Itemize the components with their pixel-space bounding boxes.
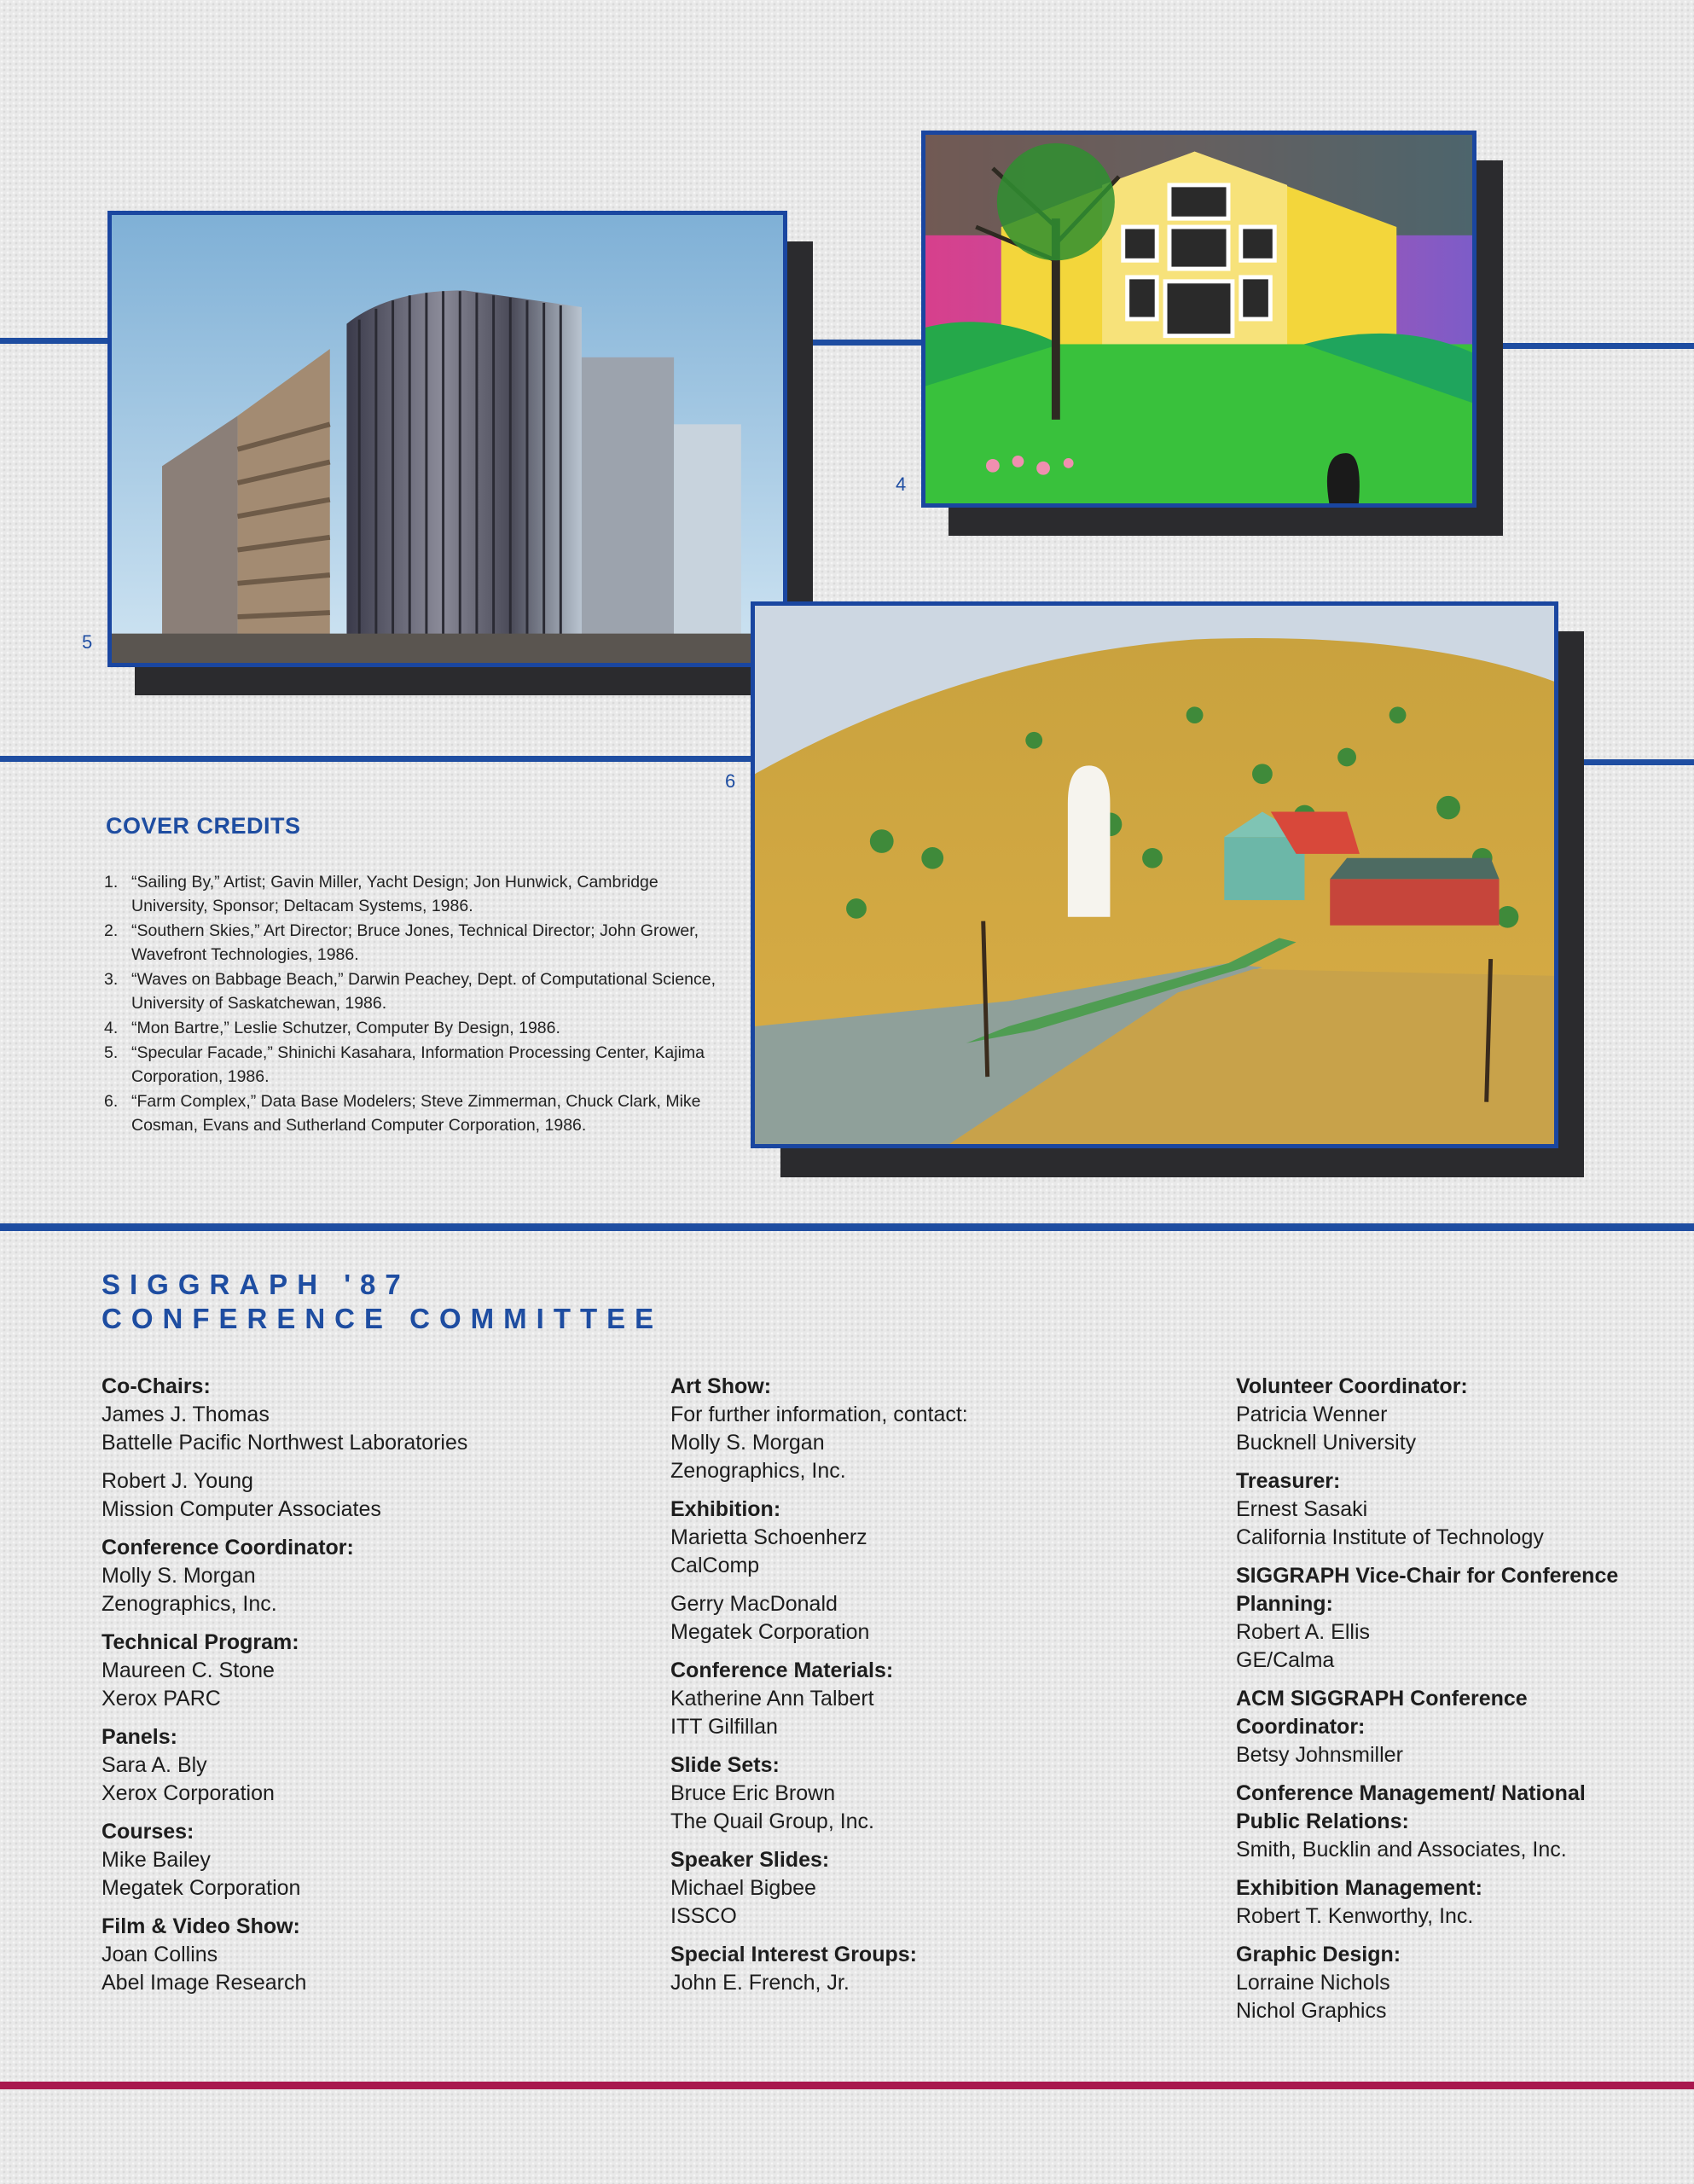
committee-member-line: Xerox PARC (102, 1687, 221, 1711)
committee-member-line: Marietta Schoenherz (670, 1525, 867, 1549)
committee-entry (1236, 1780, 1645, 1864)
committee-entry (670, 1941, 1199, 1997)
committee-member-line: Nichol Graphics (1236, 1999, 1387, 2023)
committee-entry (670, 1373, 1199, 1485)
figure-5-specular-facade-image (107, 211, 787, 667)
committee-heading-line1: SIGGRAPH '87 (102, 1269, 410, 1300)
committee-member-line: Ernest Sasaki (1236, 1497, 1368, 1521)
committee-heading (102, 1268, 663, 1336)
committee-role: Treasurer: (1236, 1469, 1341, 1493)
building-illustration (112, 215, 783, 663)
committee-member-line: GE/Calma (1236, 1648, 1335, 1672)
committee-member-line: Zenographics, Inc. (670, 1459, 846, 1483)
bottom-red-rule (0, 2082, 1694, 2089)
top-blue-rule-right (1474, 343, 1694, 349)
committee-member-line: Zenographics, Inc. (102, 1592, 277, 1616)
committee-role: Exhibition: (670, 1497, 781, 1521)
committee-role: SIGGRAPH Vice-Chair for Conference Planning: (1236, 1564, 1619, 1616)
credit-item: 6. “Farm Complex,” Data Base Modelers; Steve Zimmerman, Chuck Clark, Mike Cosman, Evans and Sutherland Computer Corporation, 1986. (104, 1092, 701, 1135)
cover-credits-list (104, 870, 718, 1138)
committee-member-line: Michael Bigbee (670, 1876, 816, 1900)
committee-role: Speaker Slides: (670, 1848, 830, 1872)
committee-column-2 (670, 1373, 1199, 2007)
committee-entry (102, 1723, 630, 1808)
committee-member-line: Robert A. Ellis (1236, 1620, 1371, 1644)
committee-role: Exhibition Management: (1236, 1876, 1482, 1900)
committee-role: Film & Video Show: (102, 1914, 300, 1938)
committee-member-line: Bucknell University (1236, 1431, 1417, 1455)
committee-entry (670, 1657, 1199, 1741)
committee-member-line: Patricia Wenner (1236, 1403, 1388, 1426)
committee-entry (1236, 1373, 1645, 1457)
committee-member-line: Mike Bailey (102, 1848, 211, 1872)
figure-4-number: 4 (896, 473, 907, 495)
committee-member-line: Robert J. Young (102, 1469, 253, 1493)
committee-member-line: ISSCO (670, 1904, 737, 1928)
committee-member-line: John E. French, Jr. (670, 1971, 850, 1995)
committee-entry (102, 1818, 630, 1902)
committee-member-line: Katherine Ann Talbert (670, 1687, 874, 1711)
committee-role: Special Interest Groups: (670, 1943, 917, 1966)
committee-member-line: Maureen C. Stone (102, 1658, 275, 1682)
committee-member-line: CalComp (670, 1554, 760, 1577)
committee-member-line: Mission Computer Associates (102, 1497, 381, 1521)
committee-column-3 (1236, 1373, 1645, 2036)
house-illustration (925, 135, 1472, 503)
committee-entry (1236, 1874, 1645, 1931)
committee-member-line: Xerox Corporation (102, 1781, 275, 1805)
committee-member-line: James J. Thomas (102, 1403, 270, 1426)
committee-heading-line2: CONFERENCE COMMITTEE (102, 1303, 664, 1334)
committee-role: Panels: (102, 1725, 177, 1749)
section-blue-rule (0, 1223, 1694, 1231)
credit-item: 5. “Specular Facade,” Shinichi Kasahara, Information Processing Center, Kajima Corporation, 1986. (104, 1043, 705, 1086)
committee-member-line: For further information, contact: (670, 1403, 968, 1426)
committee-entry (1236, 1685, 1645, 1769)
committee-member-line: Joan Collins (102, 1943, 218, 1966)
committee-entry (1236, 1467, 1645, 1552)
top-blue-rule-left (0, 338, 111, 344)
committee-member-line: Megatek Corporation (102, 1876, 301, 1900)
committee-entry (102, 1913, 630, 1997)
figure-4-mon-bartre-image (921, 131, 1476, 508)
committee-role: Courses: (102, 1820, 194, 1844)
committee-member-line: Molly S. Morgan (670, 1431, 825, 1455)
committee-member-line: California Institute of Technology (1236, 1525, 1544, 1549)
committee-entry (102, 1373, 630, 1457)
committee-role: ACM SIGGRAPH Conference Coordinator: (1236, 1687, 1528, 1739)
committee-member-line: Megatek Corporation (670, 1620, 870, 1644)
committee-role: Co-Chairs: (102, 1374, 211, 1398)
middle-blue-rule-left (0, 756, 751, 762)
credit-item: 3. “Waves on Babbage Beach,” Darwin Peachey, Dept. of Computational Science, University of Saskatchewan, 1986. (104, 970, 716, 1013)
committee-role: Conference Coordinator: (102, 1536, 354, 1560)
committee-role: Slide Sets: (670, 1753, 780, 1777)
committee-member-line: ITT Gilfillan (670, 1715, 778, 1739)
committee-entry (670, 1751, 1199, 1836)
committee-entry (1236, 1941, 1645, 2025)
committee-entry (670, 1590, 1199, 1647)
committee-member-line: Molly S. Morgan (102, 1564, 256, 1588)
committee-entry (102, 1629, 630, 1713)
committee-member-line: Abel Image Research (102, 1971, 307, 1995)
committee-entry (670, 1846, 1199, 1931)
committee-member-line: Betsy Johnsmiller (1236, 1743, 1403, 1767)
committee-member-line: Sara A. Bly (102, 1753, 207, 1777)
committee-entry (670, 1496, 1199, 1580)
credit-item: 1. “Sailing By,” Artist; Gavin Miller, Yacht Design; Jon Hunwick, Cambridge University, Sponsor; Deltacam Systems, 1986. (104, 873, 658, 915)
committee-role: Volunteer Coordinator: (1236, 1374, 1468, 1398)
committee-role: Conference Management/ National Public Relations: (1236, 1781, 1586, 1833)
farm-illustration (755, 606, 1554, 1144)
committee-member-line: Robert T. Kenworthy, Inc. (1236, 1904, 1474, 1928)
committee-entry (102, 1534, 630, 1618)
committee-role: Conference Materials: (670, 1658, 894, 1682)
committee-member-line: Bruce Eric Brown (670, 1781, 836, 1805)
cover-credits-heading: COVER CREDITS (106, 813, 301, 839)
top-blue-rule-middle (810, 340, 925, 346)
committee-member-line: The Quail Group, Inc. (670, 1809, 875, 1833)
figure-6-farm-complex-image (751, 601, 1558, 1148)
committee-member-line: Gerry MacDonald (670, 1592, 838, 1616)
committee-role: Art Show: (670, 1374, 772, 1398)
figure-6-number: 6 (725, 770, 736, 792)
credit-item: 2. “Southern Skies,” Art Director; Bruce Jones, Technical Director; John Grower, Wavefront Technologies, 1986. (104, 921, 699, 964)
committee-entry (1236, 1562, 1645, 1675)
credit-item: 4. “Mon Bartre,” Leslie Schutzer, Computer By Design, 1986. (104, 1019, 560, 1037)
committee-column-1 (102, 1373, 630, 2007)
committee-entry (102, 1467, 630, 1524)
committee-role: Technical Program: (102, 1630, 299, 1654)
committee-member-line: Smith, Bucklin and Associates, Inc. (1236, 1838, 1567, 1862)
figure-5-number: 5 (82, 631, 93, 653)
committee-member-line: Lorraine Nichols (1236, 1971, 1390, 1995)
committee-role: Graphic Design: (1236, 1943, 1401, 1966)
committee-member-line: Battelle Pacific Northwest Laboratories (102, 1431, 468, 1455)
